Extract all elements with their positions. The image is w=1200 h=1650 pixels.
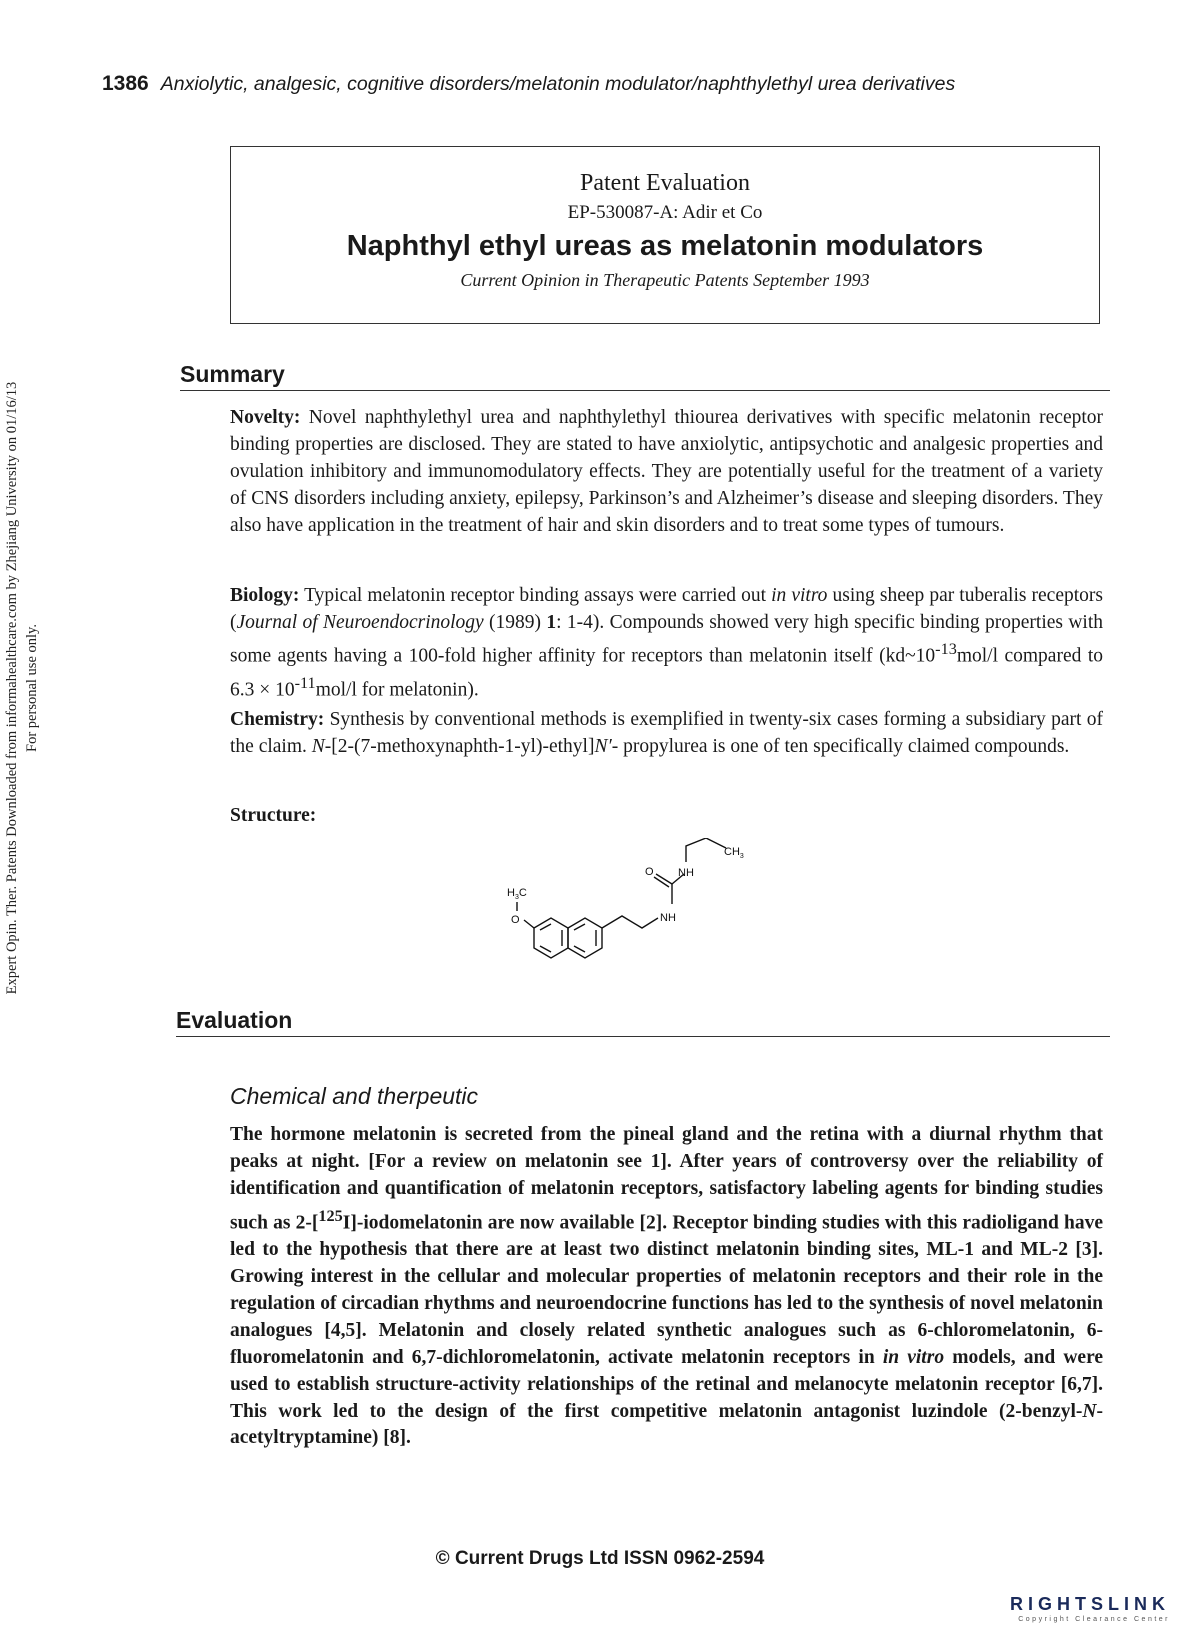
structure-label: Structure: (230, 805, 317, 826)
chemical-structure-diagram (500, 838, 820, 978)
biology-journal: Journal of Neuroendocrinology (236, 612, 484, 633)
novelty-text: Novel naphthylethyl urea and naphthylethyl thiourea derivatives with specific melatonin receptor binding properties are disclosed. They are stated to have anxiolytic, antipsychotic and analgesic properties and ovulation inhibitory and immunomodulatory effects. They are potentially useful for the treatment of a variety of CNS disorders including anxiety, epilepsy, Parkinson’s and Alzheimer’s disease and sleeping disorders. They also have application in the treatment of hair and skin disorders and to treat some types of tumours. (230, 407, 1104, 536)
chemistry-text-1: Synthesis by conventional methods is exemplified in twenty-six cases forming a subsidiary part of the claim. (230, 709, 1104, 757)
biology-text-4: : 1-4). Compounds showed very high specific binding properties with some agents having a 100-fold higher affinity for receptors than melatonin itself (kd~10 (230, 612, 1104, 667)
evaluation-text-4: -acetyltryptamine) [8]. (230, 1400, 1103, 1449)
rightslink-tagline: Copyright Clearance Center (1018, 1616, 1170, 1623)
evaluation-text-2: I]-iodomelatonin are now available [2]. Receptor binding studies with this radioligand have led to the hypothesis that there are at least two distinct melatonin binding sites, ML-1 and ML-2 [3]. Growing interest in the cellular and molecular properties of melatonin receptors and their role in the regulation of circadian rhythms and neuroendocrine functions has led to the synthesis of novel melatonin analogues [4,5]. Melatonin and closely related synthetic analogues such as 6-chloromelatonin, 6-fluoromelatonin and 6,7-dichloromelatonin, activate melatonin receptors in (230, 1212, 1103, 1368)
title-box (230, 146, 1100, 324)
biology-text-6: mol/l for melatonin). (315, 679, 479, 700)
rightslink-wordmark: RIGHTSLINK (1010, 1594, 1170, 1614)
evaluation-n: N (1082, 1400, 1097, 1422)
footer-copyright: © Current Drugs Ltd ISSN 0962-2594 (435, 1548, 765, 1569)
nh-bottom-label: NH (660, 912, 676, 924)
evaluation-subheading: Chemical and therpeutic (230, 1083, 479, 1109)
nh-top-label: NH (678, 867, 694, 879)
evaluation-isotope-superscript: 125 (318, 1206, 343, 1225)
evaluation-text-1: The hormone melatonin is secreted from the pineal gland and the retina with a diurnal rhythm that peaks at night. [For a review on melatonin see 1]. After years of controversy over the reliability of identification and quantification of melatonin receptors, satisfactory labeling agents for binding studies such as 2-[ (230, 1124, 1103, 1234)
running-title: Anxiolytic, analgesic, cognitive disorders/melatonin modulator/naphthylethyl urea derivatives (160, 73, 956, 95)
biology-year: (1989) (489, 612, 542, 633)
journal-citation: Current Opinion in Therapeutic Patents September 1993 (460, 270, 870, 290)
summary-heading: Summary (180, 360, 1110, 391)
biology-text-2: using sheep par tuberalis receptors ( (230, 585, 1103, 633)
biology-volume: 1 (546, 612, 557, 633)
watermark-line-1: Expert Opin. Ther. Patents Downloaded from informahealthcare.com by Zhejiang University on 01/16/13 (4, 381, 20, 995)
propyl-chain (686, 838, 726, 862)
watermark-line-2: For personal use only. (24, 624, 40, 752)
naphthalene-ring-system (534, 918, 602, 958)
evaluation-text-3: models, and were used to establish structure-activity relationships of the retinal and melanocyte melatonin receptor [6,7]. This work led to the design of the first competitive melatonin antagonist luzindole (2-benzyl- (230, 1346, 1104, 1422)
biology-label: Biology: (230, 585, 300, 606)
biology-paragraph (230, 582, 1103, 703)
h3c-label: $H_3C$ (507, 887, 527, 901)
biology-text-5: mol/l compared to 6.3 × 10 (230, 645, 1103, 700)
carbonyl-oxygen-label: O (645, 866, 654, 878)
evaluation-type-label: Patent Evaluation (580, 170, 750, 196)
evaluation-paragraph (230, 1122, 1103, 1452)
biology-exponent-2: -11 (294, 673, 316, 692)
novelty-paragraph (230, 404, 1103, 539)
article-title: Naphthyl ethyl ureas as melatonin modulators (346, 230, 984, 262)
chemistry-paragraph (230, 706, 1103, 760)
patent-number: EP-530087-A: Adir et Co (567, 202, 763, 223)
chemistry-label: Chemistry: (230, 709, 325, 730)
chemistry-text-3: - propylurea is one of ten specifically claimed compounds. (611, 736, 1070, 757)
ch3-label: $CH_3$ (724, 846, 744, 860)
biology-in-vitro: in vitro (771, 585, 828, 606)
page-number: 1386 (102, 72, 149, 95)
rightslink-logo[interactable] (960, 1594, 1170, 1623)
chemistry-n1: N (311, 736, 325, 757)
methoxy-oxygen-label: O (511, 914, 520, 926)
biology-text-1: Typical melatonin receptor binding assays were carried out (304, 585, 766, 606)
evaluation-in-vitro: in vitro (882, 1346, 945, 1368)
chemistry-n2: N′ (594, 736, 612, 757)
download-watermark (2, 188, 42, 1188)
biology-exponent-1: -13 (935, 640, 957, 658)
novelty-label: Novelty: (230, 407, 301, 428)
ethyl-linker (602, 916, 658, 928)
chemistry-text-2: -[2-(7-methoxynaphth-1-yl)-ethyl] (324, 736, 595, 757)
evaluation-heading: Evaluation (176, 1006, 1110, 1037)
running-head (102, 72, 1102, 96)
